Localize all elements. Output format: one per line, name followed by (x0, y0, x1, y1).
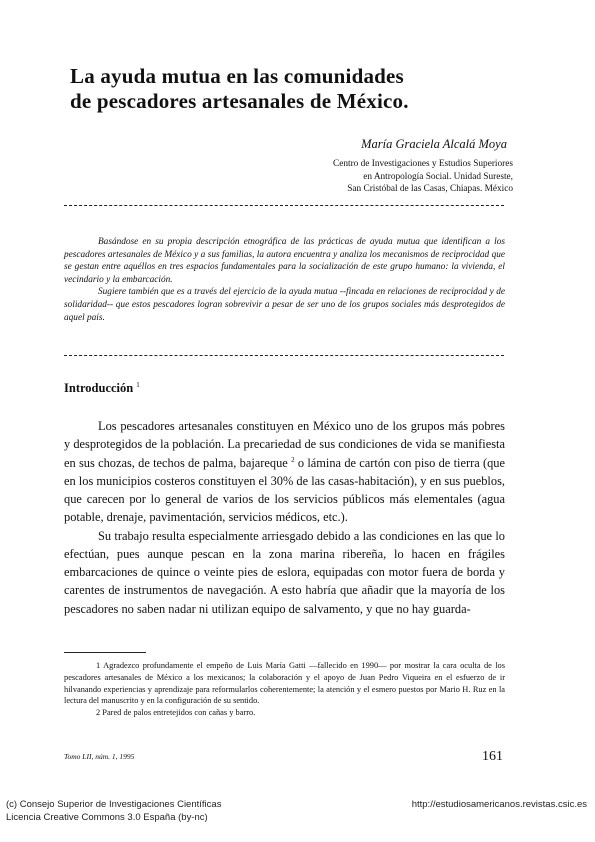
title-line-2: de pescadores artesanales de México. (70, 89, 409, 113)
license-line-2: Licencia Creative Commons 3.0 España (by-nc) (6, 811, 208, 823)
affiliation-line-2: en Antropología Social. Unidad Sureste, (363, 171, 513, 182)
body-paragraph-1 (64, 417, 505, 527)
affiliation-line-3: San Cristóbal de las Casas, Chiapas. México (347, 184, 513, 194)
section-heading-note: 1 (136, 381, 140, 389)
abstract-paragraph-1: Basándose en su propia descripción etnográfica de las prácticas de ayuda mutua que identifican a los pescadores artesanales de México y a sus familias, la autora encuentra y analiza los mecanismos de reciprocidad que se gestan entre aquéllos en tres espacios fundamentales para la socialización de este grupo humano: la vivienda, el vecindario y la embarcación. (64, 237, 505, 285)
abstract (64, 236, 505, 324)
body-p1-part-a: Los pescadores artesanales constituyen en México uno de los grupos más pobres y desprotegidos de la población. La precariedad de sus condiciones de vida se manifiesta en sus chozas, de techos de palma, bajareque (64, 419, 505, 470)
page-number: 161 (482, 749, 503, 764)
abstract-top-rule (64, 205, 504, 206)
license-line-1: (c) Consejo Superior de Investigaciones Científicas (6, 799, 222, 810)
footnote-ref-2: 2 (291, 455, 295, 464)
body-text (64, 417, 505, 618)
footnote-1: 1 Agradezco profundamente el empeño de Luis María Gatti —fallecido en 1990— por mostrar la cara oculta de los pescadores artesanales de México a los mexicanos; la colaboración y el apoyo de Juan Pedro Viqueira en el esfuerzo de ir hilvanando experiencias y aprendizaje para reformularlos coherentemente; la atención y el esmero puestos por Mario H. Ruz en la lectura del manuscrito y en la configuración de su sentido. (64, 661, 505, 706)
author-name: María Graciela Alcalá Moya (361, 137, 507, 151)
section-heading-text: Introducción (64, 381, 134, 396)
author-affiliation (233, 158, 513, 196)
license-notice (6, 799, 221, 824)
title-line-1: La ayuda mutua en las comunidades (70, 64, 404, 88)
footnote-separator (64, 652, 146, 653)
abstract-bottom-rule (64, 355, 504, 356)
journal-url[interactable]: http://estudiosamericanos.revistas.csic.es (411, 799, 587, 810)
body-p1-part-b: o lámina de cartón con piso de tierra (que en los municipios costeros constituyen el 30% de las casas-habitación), y en sus pueblos, que carecen por lo general de varios de los servicios públicos más elementales (agua potable, drenaje, pavimentación, servicios médicos, etc.). (64, 455, 505, 525)
abstract-paragraph-2: Sugiere también que es a través del ejercicio de la ayuda mutua --fincada en relaciones de reciprocidad y de solidaridad-- que estos pescadores logran sobrevivir a pesar de ser uno de los grupos sociales más desprotegidos de aquel país. (64, 287, 505, 323)
article-title (70, 64, 409, 114)
affiliation-line-1: Centro de Investigaciones y Estudios Superiores (333, 159, 513, 169)
section-heading (64, 381, 140, 396)
body-paragraph-2: Su trabajo resulta especialmente arriesgado debido a las condiciones en las que lo efectúan, pues aunque pescan en la zona marina ribereña, lo hacen en frágiles embarcaciones de quince o veinte pies de eslora, equipadas con motor fuera de borda y carentes de instrumentos de navegación. A esto habría que añadir que la mayoría de los pescadores no saben nadar ni utilizan equipo de salvamento, y que no hay guarda- (64, 528, 505, 616)
footnotes (64, 660, 505, 719)
footnote-2: 2 Pared de palos entretejidos con cañas y barro. (96, 708, 256, 718)
journal-reference: Tomo LII, núm. 1, 1995 (64, 752, 135, 761)
